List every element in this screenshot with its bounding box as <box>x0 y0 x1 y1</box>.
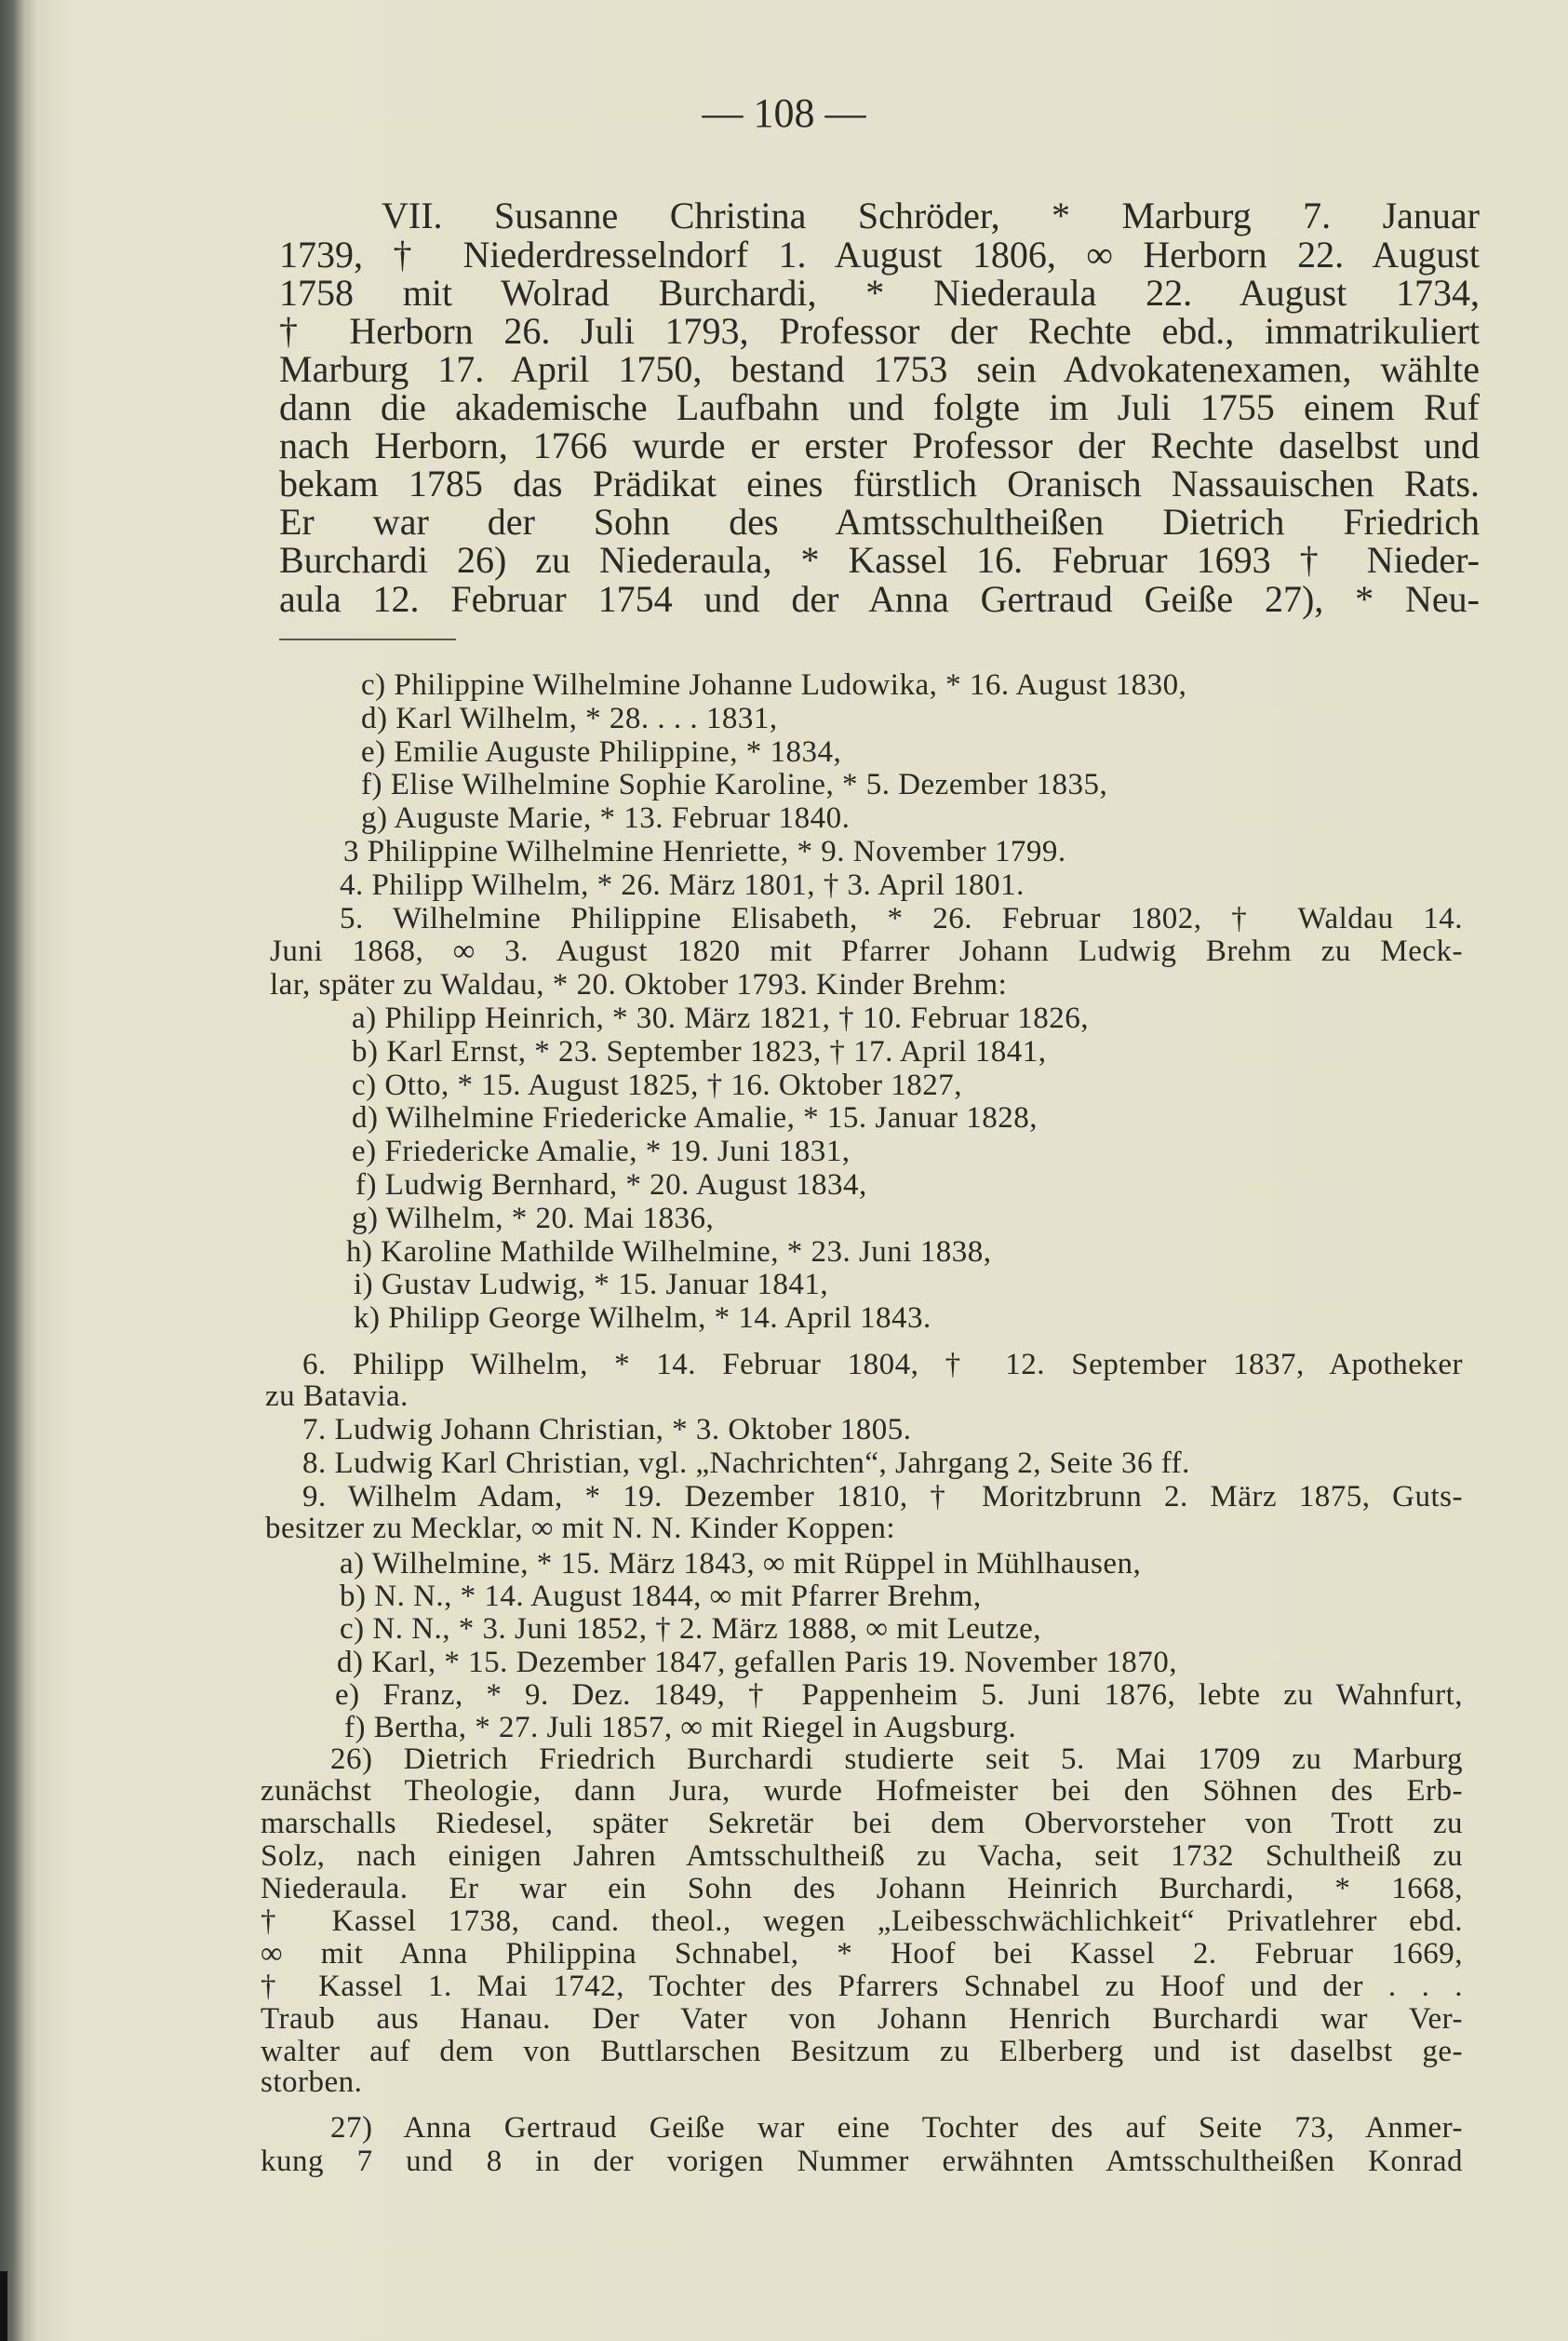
main-text-line: 1739, † Niederdresselndorf 1. August 1806, ∞ Herborn 22. August <box>279 234 1480 276</box>
footnote-line: b) Karl Ernst, * 23. September 1823, † 17. April 1841, <box>352 1034 1047 1069</box>
footnote-line: d) Wilhelmine Friedericke Amalie, * 15. Januar 1828, <box>352 1101 1039 1136</box>
main-text-line: Burchardi 26) zu Niederaula, * Kassel 16. Februar 1693 † Nieder- <box>279 539 1480 581</box>
footnote-line: a) Wilhelmine, * 15. März 1843, ∞ mit Rüppel in Mühlhausen, <box>340 1547 1142 1581</box>
footnote-line: k) Philipp George Wilhelm, * 14. April 1843. <box>354 1301 931 1336</box>
main-text-line: nach Herborn, 1766 wurde er erster Professor der Rechte daselbst und <box>279 424 1480 466</box>
footnote-line: c) N. N., * 3. Juni 1852, † 2. März 1888, ∞ mit Leutze, <box>340 1612 1041 1646</box>
footnote-line: b) N. N., * 14. August 1844, ∞ mit Pfarrer Brehm, <box>340 1580 982 1613</box>
main-text-line: aula 12. Februar 1754 und der Anna Gertraud Geiße 27), * Neu- <box>279 578 1480 620</box>
main-text-line: Marburg 17. April 1750, bestand 1753 sein Advokatenexamen, wählte <box>279 348 1480 390</box>
footnote-line: c) Otto, * 15. August 1825, † 16. Oktober 1827, <box>352 1068 962 1102</box>
footnote-line: ∞ mit Anna Philippina Schnabel, * Hoof bei Kassel 2. Februar 1669, <box>261 1937 1463 1971</box>
scan-edge-mark <box>0 2271 7 2341</box>
footnote-line: 9. Wilhelm Adam, * 19. Dezember 1810, † Moritzbrunn 2. März 1875, Guts- <box>302 1480 1463 1514</box>
main-text-line: dann die akademische Laufbahn und folgte im Juli 1755 einem Ruf <box>279 386 1480 428</box>
footnote-line: 4. Philipp Wilhelm, * 26. März 1801, † 3. April 1801. <box>340 868 1025 902</box>
main-text-line: VII. Susanne Christina Schröder, * Marburg 7. Januar <box>382 195 1480 236</box>
footnote-line: g) Auguste Marie, * 13. Februar 1840. <box>361 801 851 836</box>
footnote-line: h) Karoline Mathilde Wilhelmine, * 23. Juni 1838, <box>346 1234 992 1269</box>
footnote-line: f) Bertha, * 27. Juli 1857, ∞ mit Riegel in Augsburg. <box>344 1711 1017 1744</box>
footnote-line: 6. Philipp Wilhelm, * 14. Februar 1804, † 12. September 1837, Apotheker <box>302 1348 1463 1381</box>
main-text-line: Er war der Sohn des Amtsschultheißen Dietrich Friedrich <box>279 501 1480 543</box>
footnote-line: Traub aus Hanau. Der Vater von Johann Henrich Burchardi war Ver- <box>261 2002 1463 2036</box>
main-text-line: 1758 mit Wolrad Burchardi, * Niederaula 22. August 1734, <box>279 272 1480 314</box>
footnote-line: † Kassel 1738, cand. theol., wegen „Leibesschwächlichkeit“ Privatlehrer ebd. <box>261 1904 1463 1938</box>
footnote-line: Solz, nach einigen Jahren Amtsschultheiß zu Vacha, seit 1732 Schultheiß zu <box>261 1839 1463 1873</box>
footnote-line: zunächst Theologie, dann Jura, wurde Hofmeister bei den Söhnen des Erb- <box>261 1774 1463 1808</box>
footnote-line: f) Ludwig Bernhard, * 20. August 1834, <box>355 1168 867 1202</box>
footnote-line: d) Karl Wilhelm, * 28. . . . 1831, <box>361 701 778 735</box>
footnote-line: walter auf dem von Buttlarschen Besitzum zu Elberberg und ist daselbst ge- <box>261 2035 1463 2068</box>
footnote-line: 8. Ludwig Karl Christian, vgl. „Nachrichten“, Jahrgang 2, Seite 36 ff. <box>302 1446 1190 1480</box>
footnote-line: † Kassel 1. Mai 1742, Tochter des Pfarrers Schnabel zu Hoof und der . . . <box>261 1970 1463 2003</box>
footnote-line: f) Elise Wilhelmine Sophie Karoline, * 5. Dezember 1835, <box>361 768 1108 802</box>
footnote-line: d) Karl, * 15. Dezember 1847, gefallen Paris 19. November 1870, <box>337 1646 1178 1679</box>
footnote-line: Juni 1868, ∞ 3. August 1820 mit Pfarrer Johann Ludwig Brehm zu Meck- <box>270 935 1463 969</box>
footnote-line: storben. <box>261 2065 363 2099</box>
footnote-line: i) Gustav Ludwig, * 15. Januar 1841, <box>354 1268 829 1302</box>
page-number: — 108 — <box>702 90 866 136</box>
footnote-line: lar, später zu Waldau, * 20. Oktober 1793. Kinder Brehm: <box>270 968 1008 1002</box>
footnote-line: e) Friedericke Amalie, * 19. Juni 1831, <box>352 1135 851 1169</box>
footnote-line: 27) Anna Gertraud Geiße war eine Tochter des auf Seite 73, Anmer- <box>330 2111 1463 2145</box>
footnote-line: zu Batavia. <box>265 1379 409 1413</box>
main-text-line: bekam 1785 das Prädikat eines fürstlich Oranisch Nassauischen Rats. <box>279 463 1480 505</box>
footnote-line: e) Franz, * 9. Dez. 1849, † Pappenheim 5. Juni 1876, lebte zu Wahnfurt, <box>335 1678 1463 1712</box>
footnote-line: c) Philippine Wilhelmine Johanne Ludowika, * 16. August 1830, <box>361 668 1187 702</box>
footnote-line: g) Wilhelm, * 20. Mai 1836, <box>352 1201 715 1235</box>
footnote-line: e) Emilie Auguste Philippine, * 1834, <box>361 734 842 769</box>
footnote-line: a) Philipp Heinrich, * 30. März 1821, † 10. Februar 1826, <box>352 1002 1089 1035</box>
footnote-line: kung 7 und 8 in der vorigen Nummer erwähnten Amtsschultheißen Konrad <box>261 2145 1463 2178</box>
footnote-line: 3 Philippine Wilhelmine Henriette, * 9. November 1799. <box>343 835 1066 868</box>
footnote-separator <box>279 639 456 640</box>
main-text-line: † Herborn 26. Juli 1793, Professor der Rechte ebd., immatrikuliert <box>279 310 1480 352</box>
footnote-line: Niederaula. Er war ein Sohn des Johann Heinrich Burchardi, * 1668, <box>261 1872 1463 1905</box>
footnote-line: 26) Dietrich Friedrich Burchardi studierte seit 5. Mai 1709 zu Marburg <box>330 1742 1463 1776</box>
footnote-line: besitzer zu Mecklar, ∞ mit N. N. Kinder Koppen: <box>265 1512 896 1545</box>
footnote-line: marschalls Riedesel, später Sekretär bei dem Obervorsteher von Trott zu <box>261 1807 1463 1840</box>
footnote-line: 5. Wilhelmine Philippine Elisabeth, * 26. Februar 1802, † Waldau 14. <box>340 901 1463 935</box>
footnote-line: 7. Ludwig Johann Christian, * 3. Oktober 1805. <box>302 1413 912 1446</box>
